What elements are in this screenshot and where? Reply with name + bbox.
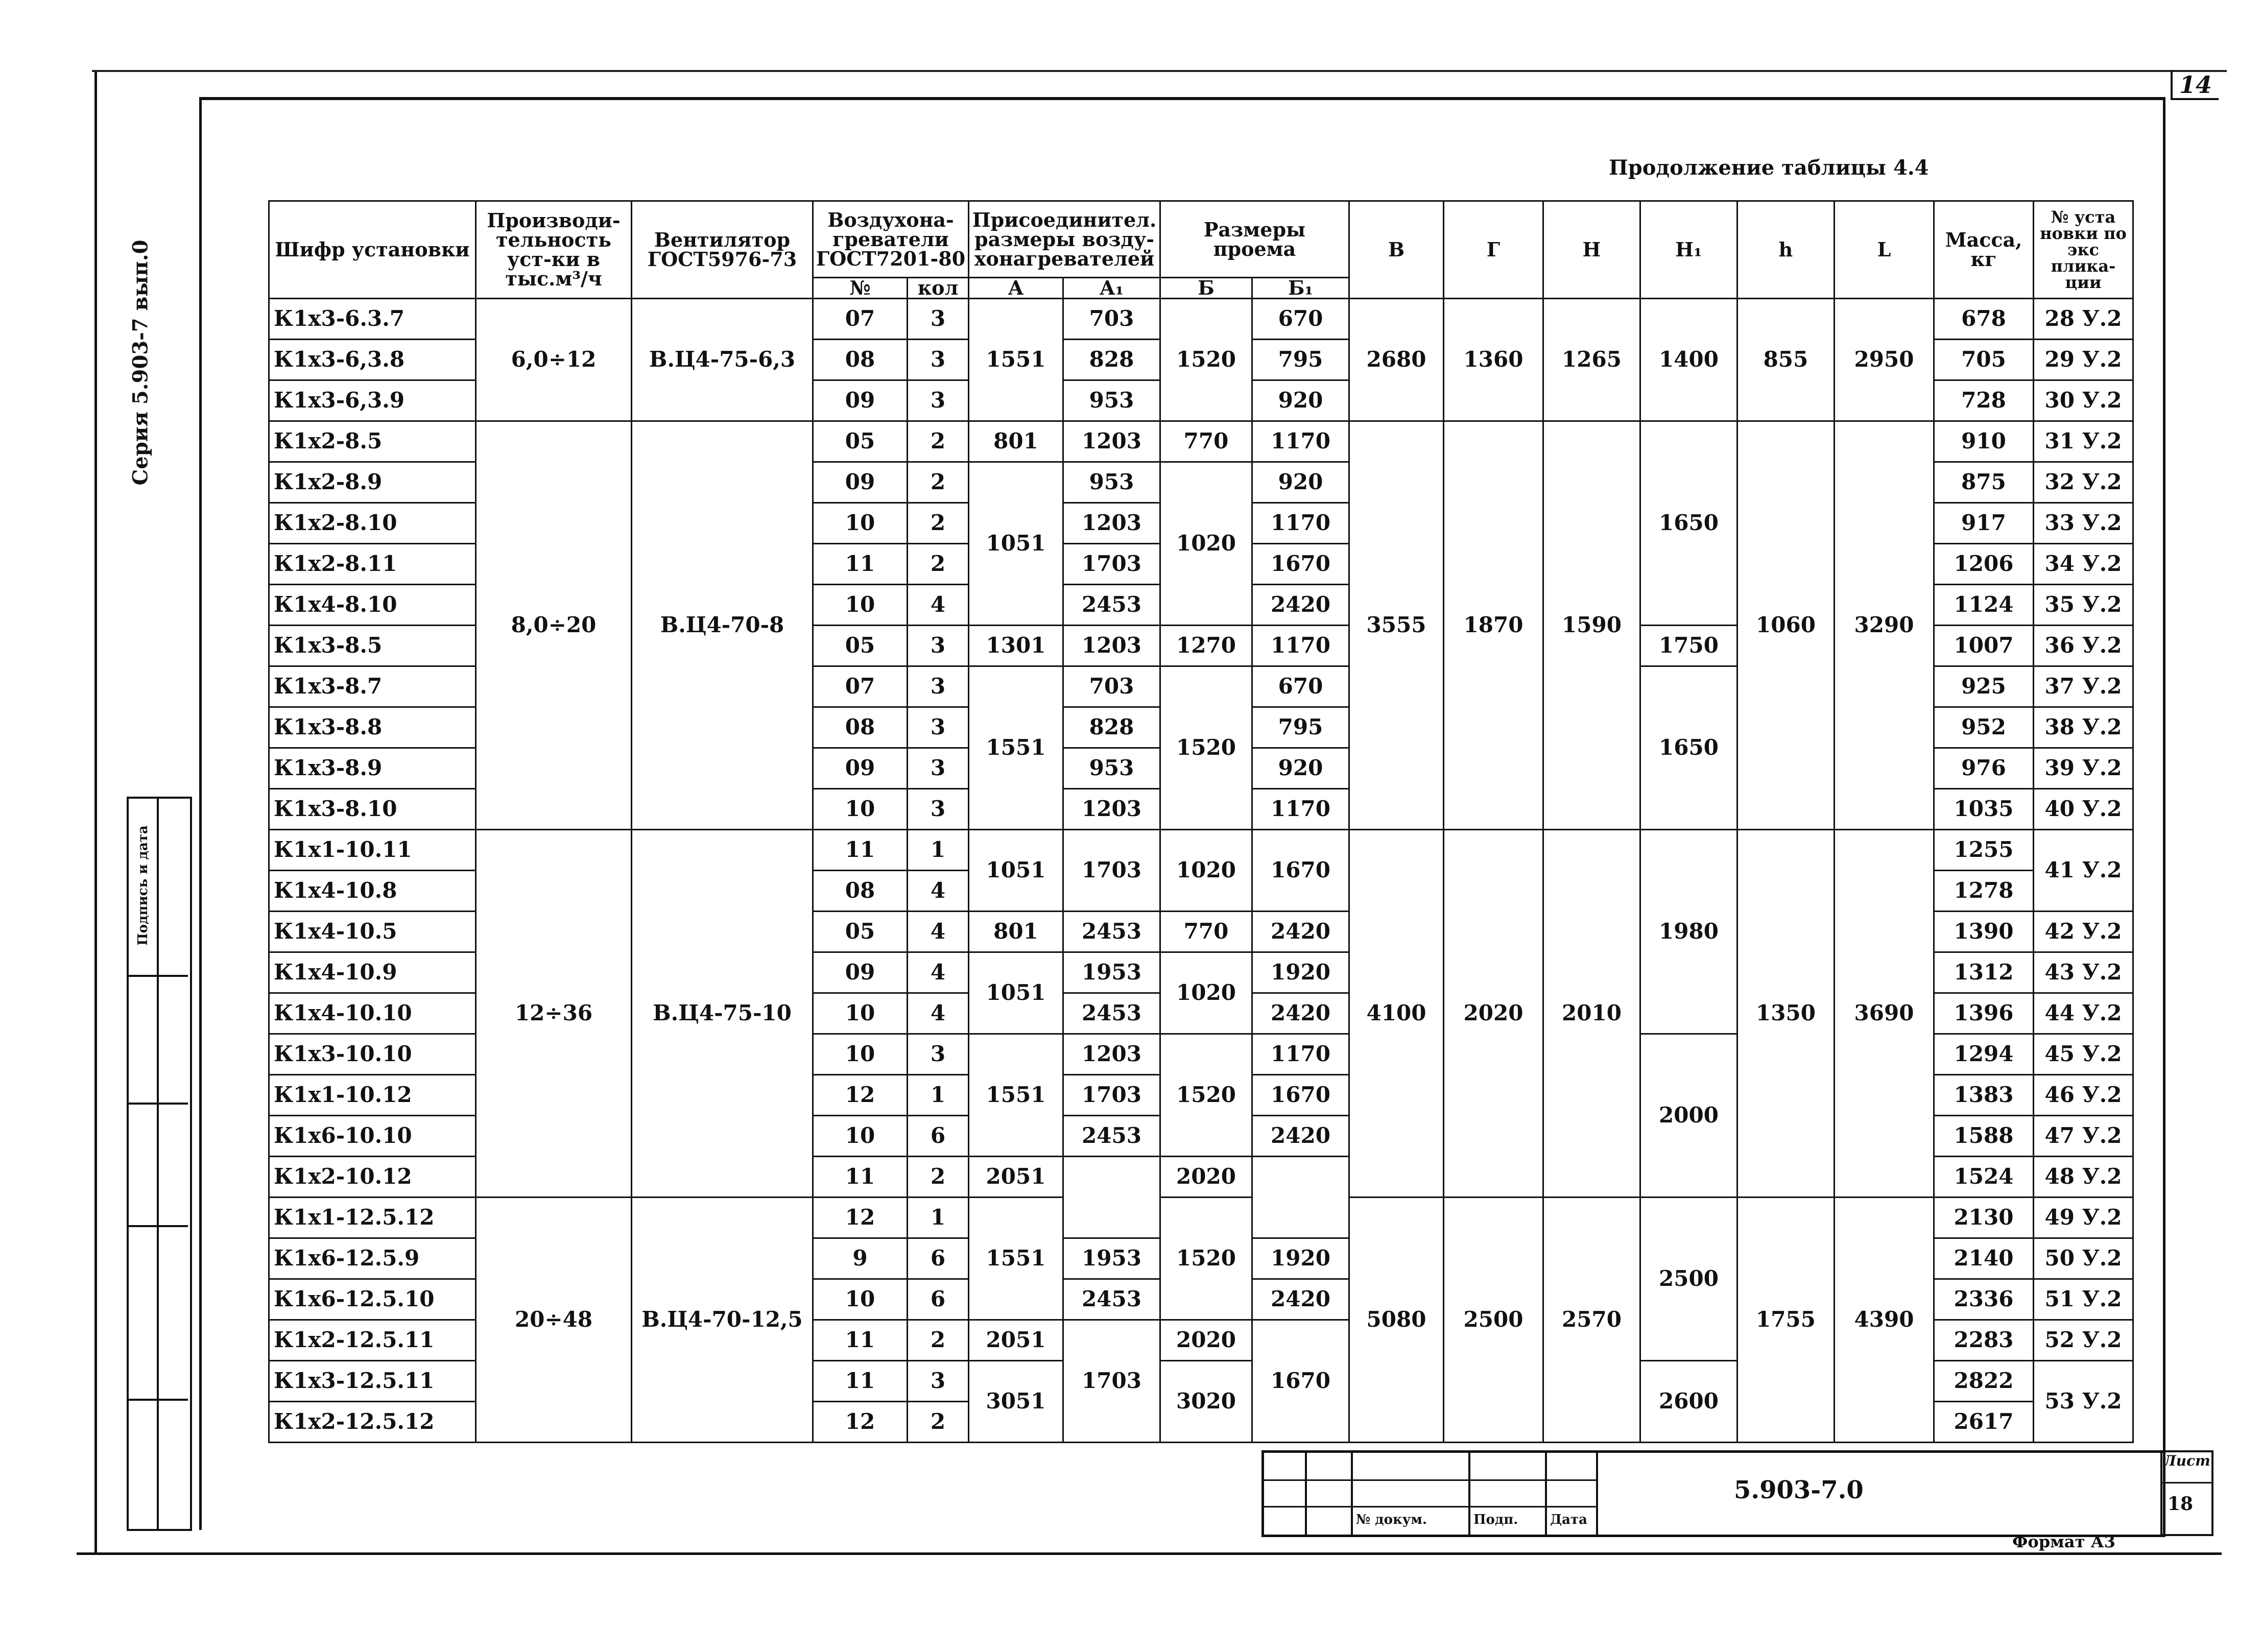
- cell-mass: 1007: [1934, 626, 2034, 666]
- bottom-line: [77, 1552, 2222, 1555]
- cell-install: 47 У.2: [2034, 1116, 2133, 1157]
- cell-heater-qty: 6: [908, 1116, 969, 1157]
- cell-b1: 1670: [1252, 544, 1349, 585]
- cell-b1: 1170: [1252, 421, 1349, 462]
- cell-heater-no: 08: [813, 871, 908, 912]
- cell-heater-qty: 2: [908, 1157, 969, 1198]
- h-heaters-no: №: [813, 278, 908, 299]
- cell-mass: 875: [1934, 462, 2034, 503]
- h-opening: Размеры проема: [1160, 201, 1349, 278]
- cell-a1: 953: [1063, 380, 1160, 421]
- data-table: [268, 200, 2134, 1443]
- cell-install: 40 У.2: [2034, 789, 2133, 830]
- cell-cipher: К1х1-10.11: [269, 830, 476, 871]
- cell-b1: 920: [1252, 380, 1349, 421]
- cell-a: 1301: [969, 626, 1063, 666]
- cell-a1: 1703: [1063, 1075, 1160, 1116]
- cell-cipher: К1х3-8.10: [269, 789, 476, 830]
- cell-b1: 670: [1252, 299, 1349, 340]
- cell-cipher: К1х2-10.12: [269, 1157, 476, 1198]
- h-capacity: Производи-тельность уст-ки в тыс.м³/ч: [476, 201, 632, 299]
- cell-install: 29 У.2: [2034, 340, 2133, 380]
- cell-heater-no: 10: [813, 585, 908, 626]
- cell-a1: 2453: [1063, 585, 1160, 626]
- cell-g: 2020: [1444, 830, 1543, 1198]
- cell-mass: 2822: [1934, 1361, 2034, 1402]
- cell-b1: 795: [1252, 340, 1349, 380]
- cell-capacity: 12÷36: [476, 830, 632, 1198]
- cell-install: 36 У.2: [2034, 626, 2133, 666]
- h-connect: Присоединител. размеры возду-хонагревателей: [969, 201, 1160, 278]
- cell-heater-no: 09: [813, 952, 908, 993]
- cell-install: 34 У.2: [2034, 544, 2133, 585]
- cell-cipher: К1х4-10.9: [269, 952, 476, 993]
- cell-cipher: К1х3-8.7: [269, 666, 476, 707]
- cell-cipher: К1х3-6.3.7: [269, 299, 476, 340]
- cell-install: 45 У.2: [2034, 1034, 2133, 1075]
- cell-heater-no: 05: [813, 912, 908, 952]
- list-label: Лист: [2163, 1452, 2210, 1469]
- cell-mass: 1255: [1934, 830, 2034, 871]
- format-label: Формат А3: [2012, 1532, 2115, 1551]
- cell-mass: 1035: [1934, 789, 2034, 830]
- cell-small-h: 1350: [1737, 830, 1835, 1198]
- cell-mass: 976: [1934, 748, 2034, 789]
- cell-heater-qty: 3: [908, 748, 969, 789]
- cell-mass: 2617: [1934, 1402, 2034, 1443]
- cell-h1: 1650: [1640, 666, 1737, 830]
- cell-cipher: К1х6-12.5.9: [269, 1238, 476, 1279]
- cell-b: 1520: [1160, 1198, 1252, 1320]
- cell-b: 1020: [1160, 830, 1252, 912]
- cell-b1: 1670: [1252, 1320, 1349, 1443]
- cell-mass: 1390: [1934, 912, 2034, 952]
- cell-install: 30 У.2: [2034, 380, 2133, 421]
- h-l: L: [1835, 201, 1934, 299]
- cell-install: 28 У.2: [2034, 299, 2133, 340]
- cell-a1: 1703: [1063, 1320, 1160, 1443]
- cell-heater-qty: 2: [908, 544, 969, 585]
- cell-install: 33 У.2: [2034, 503, 2133, 544]
- cell-b1: 2420: [1252, 1116, 1349, 1157]
- h-a1: А₁: [1063, 278, 1160, 299]
- series-label: Серия 5.903-7 вып.0: [128, 240, 153, 486]
- cell-cipher: К1х2-8.10: [269, 503, 476, 544]
- cell-a: 3051: [969, 1361, 1063, 1443]
- sign-label: Подп.: [1473, 1512, 1518, 1527]
- cell-heater-qty: 1: [908, 1075, 969, 1116]
- cell-a: 2051: [969, 1157, 1063, 1198]
- cell-cipher: К1х4-10.8: [269, 871, 476, 912]
- cell-a: 801: [969, 912, 1063, 952]
- h-g: Г: [1444, 201, 1543, 299]
- cell-a1: 1703: [1063, 544, 1160, 585]
- cell-heater-no: 05: [813, 626, 908, 666]
- cell-heater-qty: 3: [908, 1361, 969, 1402]
- cell-heater-qty: 3: [908, 299, 969, 340]
- cell-install: 38 У.2: [2034, 707, 2133, 748]
- cell-install: 42 У.2: [2034, 912, 2133, 952]
- cell-a1: 703: [1063, 666, 1160, 707]
- cell-h1: 2500: [1640, 1198, 1737, 1361]
- cell-a: 2051: [969, 1320, 1063, 1361]
- cell-install: 39 У.2: [2034, 748, 2133, 789]
- cell-g: 2500: [1444, 1198, 1543, 1443]
- cell-cipher: К1х2-8.9: [269, 462, 476, 503]
- cell-mass: 2130: [1934, 1198, 2034, 1238]
- h-mass: Масса, кг: [1934, 201, 2034, 299]
- cell-mass: 1206: [1934, 544, 2034, 585]
- cell-mass: 705: [1934, 340, 2034, 380]
- cell-b1: 1170: [1252, 1034, 1349, 1075]
- cell-install: 41 У.2: [2034, 830, 2133, 912]
- cell-a: 801: [969, 421, 1063, 462]
- cell-heater-qty: 2: [908, 1402, 969, 1443]
- cell-mass: 1524: [1934, 1157, 2034, 1198]
- cell-b: 770: [1160, 421, 1252, 462]
- cell-a1: 1203: [1063, 789, 1160, 830]
- cell-heater-no: 07: [813, 299, 908, 340]
- cell-cipher: К1х1-10.12: [269, 1075, 476, 1116]
- cell-mass: 925: [1934, 666, 2034, 707]
- cell-b1: 1170: [1252, 626, 1349, 666]
- cell-a: 1051: [969, 830, 1063, 912]
- cell-heater-no: 08: [813, 340, 908, 380]
- cell-b: 1020: [1160, 462, 1252, 626]
- h-a: А: [969, 278, 1063, 299]
- cell-a1: 2453: [1063, 1116, 1160, 1157]
- cell-heater-qty: 2: [908, 1320, 969, 1361]
- stamp-column: [127, 797, 192, 1531]
- table-row: [269, 830, 2133, 871]
- h-h: Н: [1543, 201, 1640, 299]
- cell-b: 1520: [1160, 1034, 1252, 1157]
- h-heaters: Воздухона-греватели ГОСТ7201-80: [813, 201, 969, 278]
- cell-a1: 828: [1063, 707, 1160, 748]
- h-v: В: [1349, 201, 1444, 299]
- cell-install: 52 У.2: [2034, 1320, 2133, 1361]
- cell-h1: 1400: [1640, 299, 1737, 421]
- cell-b: 3020: [1160, 1361, 1252, 1443]
- cell-mass: 1312: [1934, 952, 2034, 993]
- cell-h: 2570: [1543, 1198, 1640, 1443]
- cell-heater-qty: 4: [908, 952, 969, 993]
- h-small-h: h: [1737, 201, 1835, 299]
- cell-heater-no: 12: [813, 1075, 908, 1116]
- cell-mass: 952: [1934, 707, 2034, 748]
- cell-heater-qty: 3: [908, 707, 969, 748]
- cell-a1: 1203: [1063, 1034, 1160, 1075]
- cell-heater-no: 12: [813, 1198, 908, 1238]
- cell-a1: 953: [1063, 462, 1160, 503]
- list-box: [2160, 1450, 2213, 1536]
- cell-a: 1551: [969, 299, 1063, 421]
- cell-a1: 2453: [1063, 912, 1160, 952]
- cell-mass: 1294: [1934, 1034, 2034, 1075]
- cell-install: 48 У.2: [2034, 1157, 2133, 1198]
- cell-heater-qty: 3: [908, 666, 969, 707]
- cell-l: 3690: [1835, 830, 1934, 1198]
- cell-heater-no: 07: [813, 666, 908, 707]
- cell-install: 32 У.2: [2034, 462, 2133, 503]
- cell-heater-no: 10: [813, 1279, 908, 1320]
- cell-fan: В.Ц4-70-8: [632, 421, 813, 830]
- cell-heater-no: 10: [813, 993, 908, 1034]
- cell-a1: 1203: [1063, 421, 1160, 462]
- cell-a1: 1953: [1063, 1238, 1160, 1279]
- cell-h: 2010: [1543, 830, 1640, 1198]
- cell-v: 3555: [1349, 421, 1444, 830]
- cell-l: 2950: [1835, 299, 1934, 421]
- cell-heater-no: 09: [813, 380, 908, 421]
- cell-b: 1270: [1160, 626, 1252, 666]
- cell-cipher: К1х3-6,3.9: [269, 380, 476, 421]
- cell-heater-qty: 2: [908, 421, 969, 462]
- cell-a: 1051: [969, 952, 1063, 1034]
- cell-install: 50 У.2: [2034, 1238, 2133, 1279]
- cell-mass: 910: [1934, 421, 2034, 462]
- table-row: [269, 299, 2133, 340]
- cell-mass: 1124: [1934, 585, 2034, 626]
- cell-b1: [1252, 1157, 1349, 1238]
- cell-heater-no: 11: [813, 544, 908, 585]
- cell-heater-qty: 4: [908, 871, 969, 912]
- cell-heater-qty: 2: [908, 503, 969, 544]
- cell-heater-qty: 3: [908, 626, 969, 666]
- cell-b: 1020: [1160, 952, 1252, 1034]
- cell-install: 46 У.2: [2034, 1075, 2133, 1116]
- cell-a1: 953: [1063, 748, 1160, 789]
- date-label: Дата: [1550, 1512, 1587, 1527]
- cell-b1: 2420: [1252, 1279, 1349, 1320]
- cell-small-h: 1755: [1737, 1198, 1835, 1443]
- cell-heater-qty: 3: [908, 340, 969, 380]
- cell-heater-qty: 4: [908, 912, 969, 952]
- cell-heater-no: 09: [813, 748, 908, 789]
- cell-heater-no: 11: [813, 1157, 908, 1198]
- cell-b1: 1170: [1252, 503, 1349, 544]
- cell-b1: 1170: [1252, 789, 1349, 830]
- doc-code: 5.903-7.0: [1734, 1476, 1864, 1504]
- cell-v: 4100: [1349, 830, 1444, 1198]
- cell-mass: 678: [1934, 299, 2034, 340]
- cell-v: 5080: [1349, 1198, 1444, 1443]
- cell-small-h: 855: [1737, 299, 1835, 421]
- cell-a1: 1203: [1063, 626, 1160, 666]
- cell-a1: 1703: [1063, 830, 1160, 912]
- cell-b1: 2420: [1252, 585, 1349, 626]
- cell-h1: 2000: [1640, 1034, 1737, 1198]
- cell-install: 53 У.2: [2034, 1361, 2133, 1443]
- table-row: [269, 1198, 2133, 1238]
- h-b: Б: [1160, 278, 1252, 299]
- cell-b1: 920: [1252, 748, 1349, 789]
- cell-cipher: К1х3-8.8: [269, 707, 476, 748]
- cell-heater-no: 10: [813, 1116, 908, 1157]
- table-caption: Продолжение таблицы 4.4: [1609, 156, 1929, 180]
- cell-cipher: К1х4-10.10: [269, 993, 476, 1034]
- cell-heater-no: 11: [813, 830, 908, 871]
- cell-heater-no: 10: [813, 503, 908, 544]
- cell-install: 43 У.2: [2034, 952, 2133, 993]
- cell-small-h: 1060: [1737, 421, 1835, 830]
- cell-b: 2020: [1160, 1320, 1252, 1361]
- cell-heater-qty: 1: [908, 830, 969, 871]
- cell-mass: 728: [1934, 380, 2034, 421]
- cell-heater-qty: 6: [908, 1238, 969, 1279]
- cell-fan: В.Ц4-75-10: [632, 830, 813, 1198]
- cell-mass: 1383: [1934, 1075, 2034, 1116]
- cell-cipher: К1х6-10.10: [269, 1116, 476, 1157]
- cell-mass: 2140: [1934, 1238, 2034, 1279]
- cell-install: 37 У.2: [2034, 666, 2133, 707]
- cell-a: 1051: [969, 462, 1063, 626]
- cell-heater-no: 9: [813, 1238, 908, 1279]
- cell-cipher: К1х4-8.10: [269, 585, 476, 626]
- title-block: [1261, 1450, 2165, 1537]
- cell-h1: 2600: [1640, 1361, 1737, 1443]
- cell-b1: 2420: [1252, 912, 1349, 952]
- cell-b1: 670: [1252, 666, 1349, 707]
- cell-cipher: К1х3-8.5: [269, 626, 476, 666]
- cell-mass: 1396: [1934, 993, 2034, 1034]
- cell-mass: 1588: [1934, 1116, 2034, 1157]
- cell-b1: 1670: [1252, 830, 1349, 912]
- cell-heater-qty: 6: [908, 1279, 969, 1320]
- cell-cipher: К1х3-6,3.8: [269, 340, 476, 380]
- cell-b1: 920: [1252, 462, 1349, 503]
- cell-b: 2020: [1160, 1157, 1252, 1198]
- h-install: № уста новки по экс плика-ции: [2034, 201, 2133, 299]
- cell-cipher: К1х3-8.9: [269, 748, 476, 789]
- cell-cipher: К1х6-12.5.10: [269, 1279, 476, 1320]
- cell-heater-qty: 3: [908, 1034, 969, 1075]
- cell-install: 35 У.2: [2034, 585, 2133, 626]
- cell-install: 31 У.2: [2034, 421, 2133, 462]
- cell-cipher: К1х2-12.5.11: [269, 1320, 476, 1361]
- cell-h1: 1650: [1640, 421, 1737, 626]
- cell-a1: 828: [1063, 340, 1160, 380]
- cell-heater-no: 05: [813, 421, 908, 462]
- h-h1: Н₁: [1640, 201, 1737, 299]
- cell-cipher: К1х2-8.11: [269, 544, 476, 585]
- cell-cipher: К1х3-12.5.11: [269, 1361, 476, 1402]
- cell-a: 1551: [969, 666, 1063, 830]
- cell-h: 1590: [1543, 421, 1640, 830]
- cell-v: 2680: [1349, 299, 1444, 421]
- cell-h1: 1980: [1640, 830, 1737, 1034]
- cell-h1: 1750: [1640, 626, 1737, 666]
- cell-heater-no: 10: [813, 789, 908, 830]
- table-row: [269, 421, 2133, 462]
- cell-cipher: К1х4-10.5: [269, 912, 476, 952]
- cell-capacity: 6,0÷12: [476, 299, 632, 421]
- cell-b1: 1920: [1252, 952, 1349, 993]
- cell-cipher: К1х3-10.10: [269, 1034, 476, 1075]
- h-b1: Б₁: [1252, 278, 1349, 299]
- cell-a1: 1953: [1063, 952, 1160, 993]
- cell-b1: 795: [1252, 707, 1349, 748]
- cell-heater-no: 09: [813, 462, 908, 503]
- cell-heater-no: 11: [813, 1361, 908, 1402]
- cell-l: 3290: [1835, 421, 1934, 830]
- cell-a1: [1063, 1157, 1160, 1238]
- cell-mass: 917: [1934, 503, 2034, 544]
- cell-heater-qty: 2: [908, 462, 969, 503]
- cell-mass: 2283: [1934, 1320, 2034, 1361]
- cell-capacity: 20÷48: [476, 1198, 632, 1443]
- cell-heater-qty: 4: [908, 585, 969, 626]
- cell-heater-qty: 3: [908, 789, 969, 830]
- cell-install: 44 У.2: [2034, 993, 2133, 1034]
- cell-fan: В.Ц4-70-12,5: [632, 1198, 813, 1443]
- cell-mass: 2336: [1934, 1279, 2034, 1320]
- cell-mass: 1278: [1934, 871, 2034, 912]
- cell-cipher: К1х2-8.5: [269, 421, 476, 462]
- cell-heater-qty: 3: [908, 380, 969, 421]
- cell-b1: 2420: [1252, 993, 1349, 1034]
- cell-cipher: К1х1-12.5.12: [269, 1198, 476, 1238]
- cell-a1: 1203: [1063, 503, 1160, 544]
- cell-a1: 2453: [1063, 1279, 1160, 1320]
- cell-a1: 703: [1063, 299, 1160, 340]
- cell-heater-no: 08: [813, 707, 908, 748]
- h-heaters-qty: кол: [908, 278, 969, 299]
- h-cipher: Шифр установки: [269, 201, 476, 299]
- stamp-label: Подпись и дата: [135, 825, 151, 946]
- doc-label: № докум.: [1356, 1512, 1427, 1527]
- cell-g: 1360: [1444, 299, 1543, 421]
- h-fan: Вентилятор ГОСТ5976-73: [632, 201, 813, 299]
- cell-heater-no: 10: [813, 1034, 908, 1075]
- list-value: 18: [2168, 1493, 2194, 1515]
- cell-g: 1870: [1444, 421, 1543, 830]
- cell-heater-no: 12: [813, 1402, 908, 1443]
- cell-install: 49 У.2: [2034, 1198, 2133, 1238]
- cell-a: 1551: [969, 1034, 1063, 1157]
- cell-b: 1520: [1160, 299, 1252, 421]
- cell-fan: В.Ц4-75-6,3: [632, 299, 813, 421]
- sheet-number: 14: [2171, 71, 2219, 100]
- cell-h: 1265: [1543, 299, 1640, 421]
- cell-b1: 1920: [1252, 1238, 1349, 1279]
- cell-a1: 2453: [1063, 993, 1160, 1034]
- cell-a: 1551: [969, 1198, 1063, 1320]
- cell-install: 51 У.2: [2034, 1279, 2133, 1320]
- cell-cipher: К1х2-12.5.12: [269, 1402, 476, 1443]
- cell-heater-qty: 4: [908, 993, 969, 1034]
- cell-heater-no: 11: [813, 1320, 908, 1361]
- cell-b: 1520: [1160, 666, 1252, 830]
- cell-b1: 1670: [1252, 1075, 1349, 1116]
- cell-l: 4390: [1835, 1198, 1934, 1443]
- cell-b: 770: [1160, 912, 1252, 952]
- cell-capacity: 8,0÷20: [476, 421, 632, 830]
- cell-heater-qty: 1: [908, 1198, 969, 1238]
